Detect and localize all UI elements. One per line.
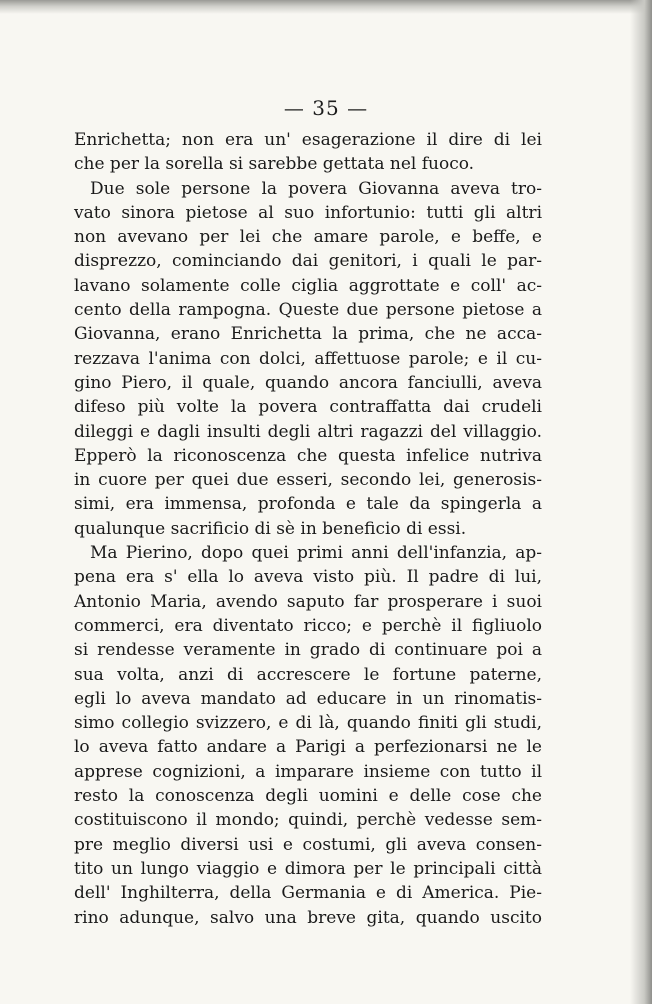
text-line: disprezzo, cominciando dai genitori, i quali le par- (74, 251, 542, 272)
text-line: pena era s' ella lo aveva visto più. Il padre di lui, (74, 567, 542, 588)
text-line: Giovanna, erano Enrichetta la prima, che ne acca- (74, 324, 542, 345)
scan-right-edge-shadow (630, 0, 652, 1004)
text-line: pre meglio diversi usi e costumi, gli aveva consen- (74, 834, 542, 855)
text-line: dileggi e dagli insulti degli altri ragazzi del villaggio. (74, 421, 542, 442)
text-line: resto la conoscenza degli uomini e delle cose che (74, 786, 542, 807)
text-line: tito un lungo viaggio e dimora per le principali città (74, 858, 542, 879)
text-line: Enrichetta; non era un' esagerazione il dire di lei (74, 130, 542, 150)
text-line: egli lo aveva mandato ad educare in un rinomatis- (74, 688, 542, 709)
text-line: dell' Inghilterra, della Germania e di America. Pie- (74, 883, 542, 904)
text-line: vato sinora pietose al suo infortunio: tutti gli altri (74, 202, 542, 223)
text-line: rino adunque, salvo una breve gita, quando uscito (74, 907, 542, 928)
scan-top-edge-shadow (0, 0, 652, 14)
text-line: in cuore per quei due esseri, secondo lei, generosis- (74, 470, 542, 491)
text-line: cento della rampogna. Queste due persone pietose a (74, 300, 542, 321)
text-line: simi, era immensa, profonda e tale da spingerla a (74, 494, 542, 515)
text-line: Antonio Maria, avendo saputo far prosperare i suoi (74, 591, 542, 612)
text-line: Ma Pierino, dopo quei primi anni dell'infanzia, ap- (90, 543, 542, 564)
text-line: sua volta, anzi di accrescere le fortune paterne, (74, 664, 542, 685)
text-line: Epperò la riconoscenza che questa infelice nutriva (74, 445, 542, 466)
text-line: rezzava l'anima con dolci, affettuose parole; e il cu- (74, 348, 542, 369)
page-number: — 35 — (283, 96, 369, 120)
text-line: non avevano per lei che amare parole, e beffe, e (74, 227, 542, 248)
text-line: difeso più volte la povera contraffatta dai crudeli (74, 397, 542, 418)
text-line: commerci, era diventato ricco; e perchè il figliuolo (74, 615, 542, 636)
text-line: costituiscono il mondo; quindi, perchè vedesse sem- (74, 810, 542, 831)
text-line: si rendesse veramente in grado di continuare poi a (74, 640, 542, 661)
text-line: lavano solamente colle ciglia aggrottate e coll' ac- (74, 275, 542, 296)
body-text (74, 128, 542, 930)
text-line: simo collegio svizzero, e di là, quando finiti gli studi, (74, 713, 542, 734)
text-line: lo aveva fatto andare a Parigi a perfezionarsi ne le (74, 737, 542, 758)
text-line: gino Piero, il quale, quando ancora fanciulli, aveva (74, 372, 542, 393)
text-line: apprese cognizioni, a imparare insieme con tutto il (74, 761, 542, 782)
text-line: qualunque sacrificio di sè in beneficio di essi. (74, 518, 467, 539)
text-line: Due sole persone la povera Giovanna aveva tro- (90, 178, 542, 199)
text-line: che per la sorella si sarebbe gettata nel fuoco. (74, 154, 475, 175)
